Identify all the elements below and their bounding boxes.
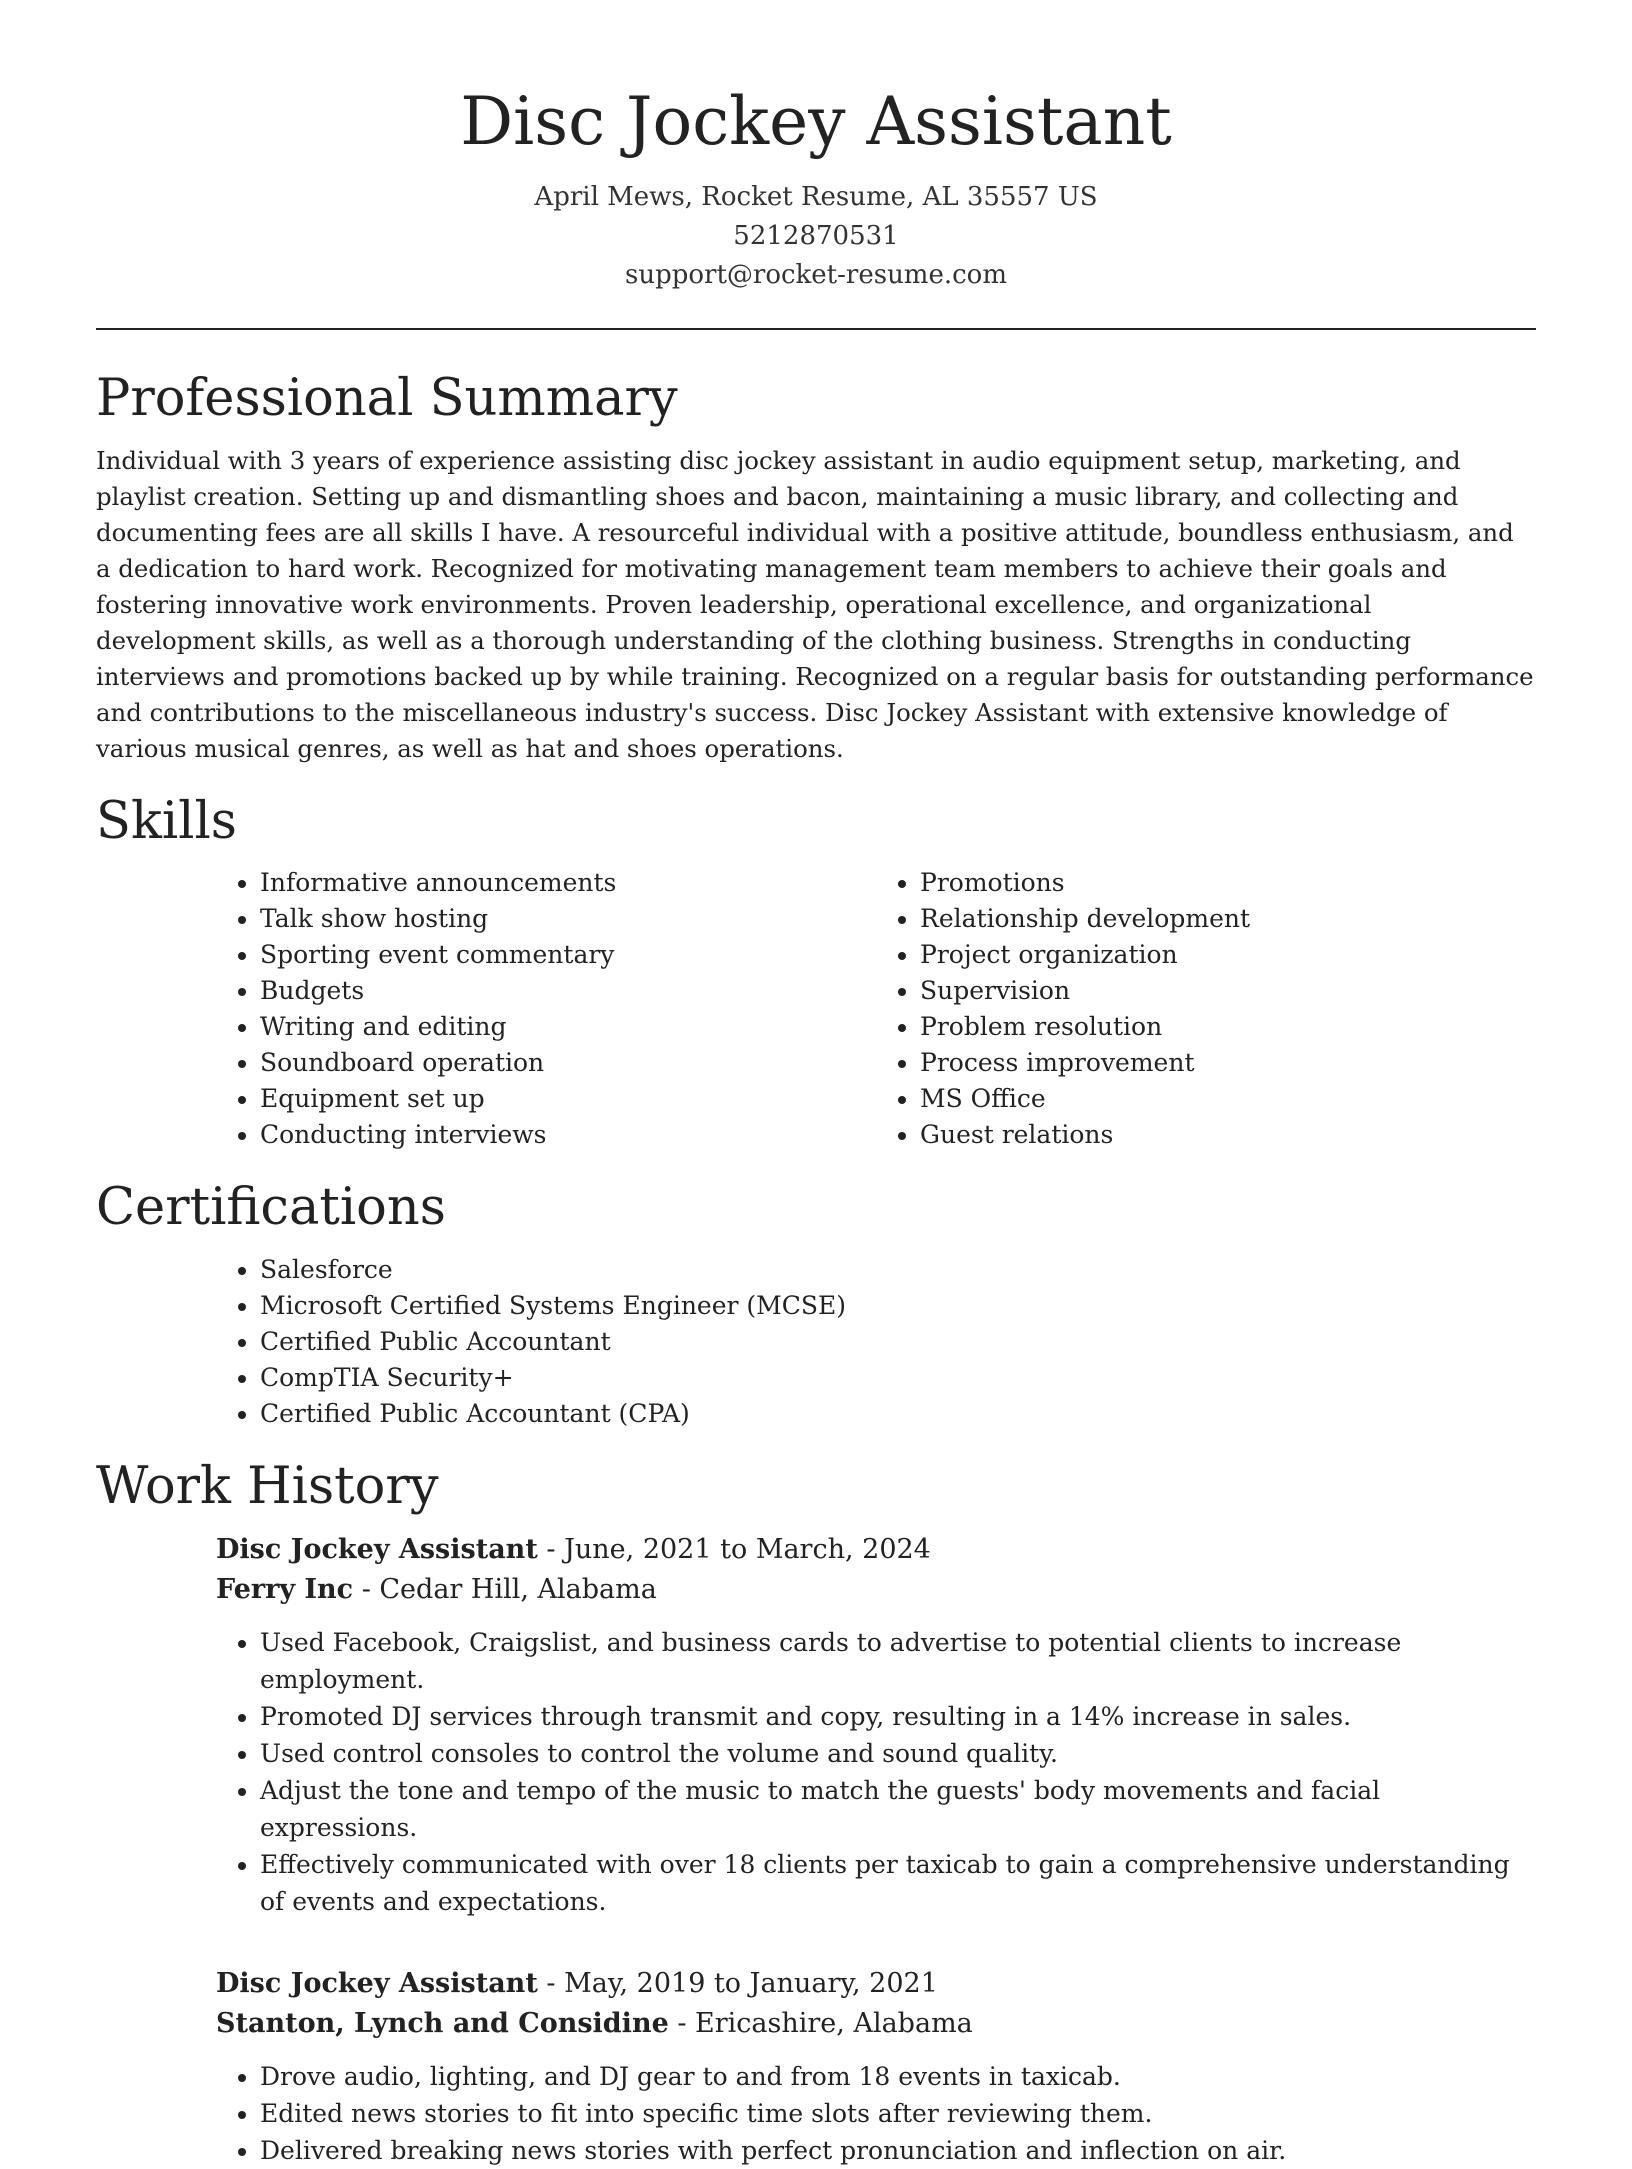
skill-item: • Project organization — [920, 937, 1536, 973]
job-bullet: • Delivered breaking news stories with perfect pronunciation and inflection on air. — [260, 2132, 1536, 2169]
skill-item: • Conducting interviews — [260, 1117, 876, 1153]
summary-section — [96, 370, 1536, 767]
job-title-line — [216, 1530, 1536, 1570]
skill-item: • Promotions — [920, 865, 1536, 901]
certification-item: • Certified Public Accountant — [260, 1324, 1536, 1360]
certification-item: • CompTIA Security+ — [260, 1360, 1536, 1396]
job-bullet: • Used Facebook, Craigslist, and business cards to advertise to potential clients to increase employment. — [260, 1624, 1536, 1698]
skill-item: • Talk show hosting — [260, 901, 876, 937]
skill-item: • Problem resolution — [920, 1009, 1536, 1045]
job-dates: - May, 2019 to January, 2021 — [537, 1968, 938, 2000]
skill-item: • Budgets — [260, 973, 876, 1009]
job-dates: - June, 2021 to March, 2024 — [537, 1534, 931, 1566]
candidate-name: Disc Jockey Assistant — [460, 83, 1172, 160]
skill-item: • Soundboard operation — [260, 1045, 876, 1081]
skill-item: • Informative announcements — [260, 865, 876, 901]
resume-header — [96, 84, 1536, 295]
contact-email: support@rocket-resume.com — [624, 259, 1007, 290]
job-company-line — [216, 1570, 1536, 1610]
skill-item: • Guest relations — [920, 1117, 1536, 1153]
job-title: Disc Jockey Assistant — [216, 1968, 538, 2000]
skills-columns — [216, 865, 1536, 1153]
certifications-list — [216, 1252, 1536, 1432]
resume-page — [96, 0, 1536, 2169]
section-heading-work-history: Work History — [96, 1456, 439, 1516]
job-company: Stanton, Lynch and Considine — [216, 2008, 669, 2040]
contact-phone: 5212870531 — [733, 220, 899, 251]
job-bullet: • Adjust the tone and tempo of the music to match the guests' body movements and facial expressions. — [260, 1772, 1536, 1846]
skill-item: • MS Office — [920, 1081, 1536, 1117]
skill-item: • Sporting event commentary — [260, 937, 876, 973]
skill-item: • Relationship development — [920, 901, 1536, 937]
certification-item: • Microsoft Certified Systems Engineer (MCSE) — [260, 1288, 1536, 1324]
job-title-line — [216, 1964, 1536, 2004]
job-bullets — [216, 1624, 1536, 1920]
section-heading-skills: Skills — [96, 791, 237, 851]
job-bullet: • Used control consoles to control the volume and sound quality. — [260, 1735, 1536, 1772]
job-bullet: • Promoted DJ services through transmit and copy, resulting in a 14% increase in sales. — [260, 1698, 1536, 1735]
certifications-section — [96, 1179, 1536, 1432]
job-entry — [216, 1530, 1536, 1920]
job-company-line — [216, 2004, 1536, 2044]
job-location: - Cedar Hill, Alabama — [353, 1574, 657, 1606]
work-history-section — [96, 1458, 1536, 2169]
job-bullet: • Edited news stories to fit into specific time slots after reviewing them. — [260, 2095, 1536, 2132]
certification-item: • Certified Public Accountant (CPA) — [260, 1396, 1536, 1432]
summary-text: Individual with 3 years of experience assisting disc jockey assistant in audio equipment setup, marketing, and playlist creation. Setting up and dismantling shoes and bacon, maintaining a music library, and collecting and documenting fees are all skills I have. A resourceful individual with a positive attitude, boundless enthusiasm, and a dedication to hard work. Recognized for motivating management team members to achieve their goals and fostering innovative work environments. Proven leadership, operational excellence, and organizational development skills, as well as a thorough understanding of the clothing business. Strengths in conducting interviews and promotions backed up by while training. Recognized on a regular basis for outstanding performance and contributions to the miscellaneous industry's success. Disc Jockey Assistant with extensive knowledge of various musical genres, as well as hat and shoes operations. — [96, 445, 1534, 763]
skill-item: • Process improvement — [920, 1045, 1536, 1081]
header-divider — [96, 328, 1536, 330]
skill-item: • Supervision — [920, 973, 1536, 1009]
job-bullet: • Drove audio, lighting, and DJ gear to and from 18 events in taxicab. — [260, 2058, 1536, 2095]
section-heading-certifications: Certifications — [96, 1178, 446, 1238]
certification-item: • Salesforce — [260, 1252, 1536, 1288]
job-title: Disc Jockey Assistant — [216, 1534, 538, 1566]
job-company: Ferry Inc — [216, 1574, 354, 1606]
job-entry — [216, 1964, 1536, 2169]
skills-section — [96, 793, 1536, 1154]
skills-list-left — [216, 865, 876, 1153]
skill-item: • Equipment set up — [260, 1081, 876, 1117]
job-bullet: • Effectively communicated with over 18 clients per taxicab to gain a comprehensive understanding of events and expectations. — [260, 1846, 1536, 1920]
section-heading-summary: Professional Summary — [96, 368, 678, 428]
job-location: - Ericashire, Alabama — [668, 2008, 973, 2040]
job-bullets — [216, 2058, 1536, 2169]
contact-address: April Mews, Rocket Resume, AL 35557 US — [534, 181, 1098, 212]
skill-item: • Writing and editing — [260, 1009, 876, 1045]
skills-list-right — [876, 865, 1536, 1153]
